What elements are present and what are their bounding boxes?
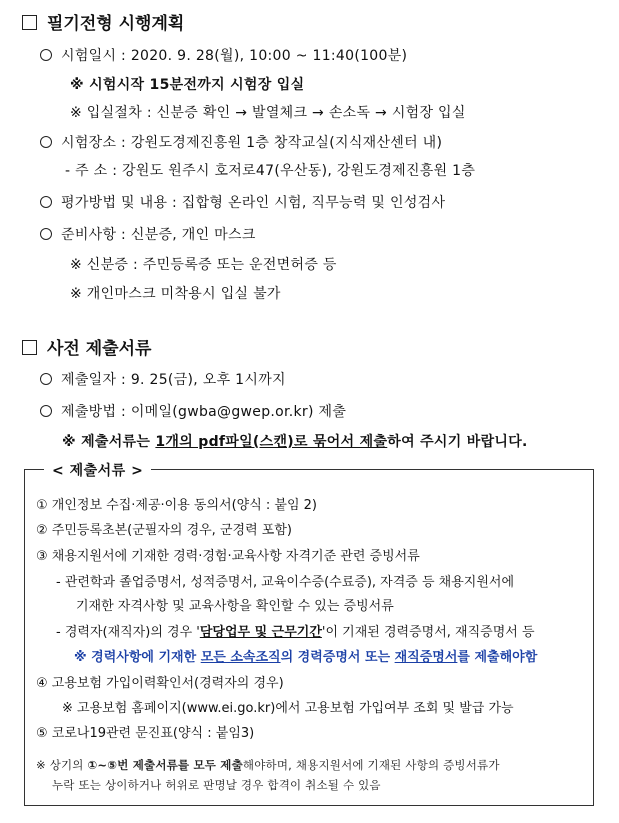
evaluation-line: 평가방법 및 내용 : 집합형 온라인 시험, 직무능력 및 인성검사 [40, 192, 445, 212]
preparation-line: 준비사항 : 신분증, 개인 마스크 [40, 224, 256, 244]
doc-item-1: ① 개인정보 수집·제공·이용 동의서(양식 : 붙임 2) [36, 498, 317, 513]
doc-item-3-sub2: - 경력자(재직자)의 경우 '담당업무 및 근무기간'이 기재된 경력증명서, 재직증명서 등 [56, 625, 535, 640]
section-title-documents: 사전 제출서류 [22, 334, 151, 359]
mask-note: ※ 개인마스크 미착용시 입실 불가 [70, 286, 281, 302]
footnote-line-1: ※ 상기의 ①~⑤번 제출서류를 모두 제출해야하며, 채용지원서에 기재된 사항의 증빙서류가 [36, 758, 500, 772]
exam-venue-line: 시험장소 : 강원도경제진흥원 1층 창작교실(지식재산센터 내) [40, 132, 442, 152]
doc-item-4: ④ 고용보험 가입이력확인서(경력자의 경우) [36, 676, 284, 691]
exam-date-line: 시험일시 : 2020. 9. 28(월), 10:00 ~ 11:40(100분) [40, 45, 407, 65]
submission-method: 제출방법 : 이메일(gwba@gwep.or.kr) 제출 [40, 401, 346, 421]
doc-item-3-sub1: - 관련학과 졸업증명서, 성적증명서, 교육이수증(수료증), 자격증 등 채용지원서에 [56, 575, 515, 590]
entry-procedure: ※ 입실절차 : 신분증 확인 → 발열체크 → 손소독 → 시험장 입실 [70, 105, 466, 121]
venue-address: - 주 소 : 강원도 원주시 호저로47(우산동), 강원도경제진흥원 1층 [65, 163, 476, 179]
required-documents-title: < 제출서류 > [44, 460, 151, 480]
doc-item-3: ③ 채용지원서에 기재한 경력·경험·교육사항 자격기준 관련 증빙서류 [36, 549, 420, 564]
checkbox-square-icon [22, 15, 37, 30]
doc-item-4-note: ※ 고용보험 홈페이지(www.ei.go.kr)에서 고용보험 가입여부 조회 및 발급 가능 [62, 701, 514, 716]
circle-bullet-icon [40, 405, 52, 417]
doc-item-3-career-note: ※ 경력사항에 기재한 모든 소속조직의 경력증명서 또는 재직증명서를 제출해야함 [74, 650, 538, 665]
checkbox-square-icon [22, 340, 37, 355]
footnote-line-2: 누락 또는 상이하거나 허위로 판명날 경우 합격이 취소될 수 있음 [52, 778, 381, 792]
exam-date-note: ※ 시험시작 15분전까지 시험장 입실 [70, 77, 305, 93]
circle-bullet-icon [40, 228, 52, 240]
circle-bullet-icon [40, 49, 52, 61]
submission-notice: ※ 제출서류는 1개의 pdf파일(스캔)로 묶어서 제출하여 주시기 바랍니다. [62, 434, 528, 450]
submission-deadline: 제출일자 : 9. 25(금), 오후 1시까지 [40, 369, 286, 389]
doc-item-3-sub1-cont: 기재한 자격사항 및 교육사항을 확인할 수 있는 증빙서류 [76, 599, 394, 614]
section-title-written-exam: 필기전형 시행계획 [22, 9, 184, 34]
id-card-note: ※ 신분증 : 주민등록증 또는 운전면허증 등 [70, 257, 337, 273]
doc-item-5: ⑤ 코로나19관련 문진표(양식 : 붙임3) [36, 726, 255, 741]
circle-bullet-icon [40, 136, 52, 148]
circle-bullet-icon [40, 373, 52, 385]
doc-item-2: ② 주민등록초본(군필자의 경우, 군경력 포함) [36, 523, 292, 538]
circle-bullet-icon [40, 196, 52, 208]
